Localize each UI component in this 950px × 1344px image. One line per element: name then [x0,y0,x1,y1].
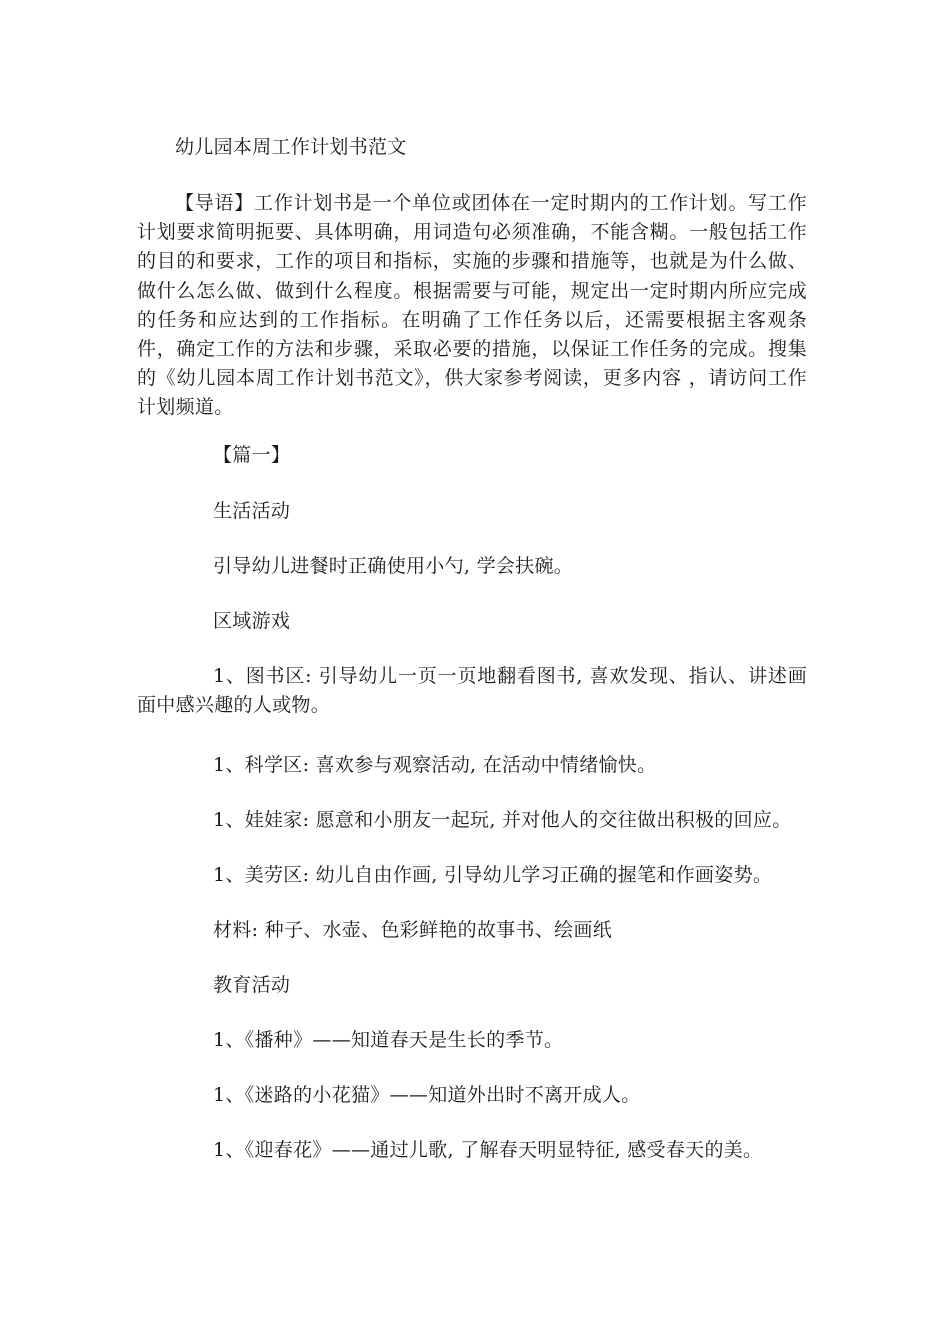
area-game-heading: 区域游戏 [213,610,291,632]
area-item-doll-house: 1、娃娃家: 愿意和小朋友一起玩, 并对他人的交往做出积极的回应。 [213,809,792,831]
area-item-library: 1、图书区: 引导幼儿一页一页地翻看图书, 喜欢发现、指认、讲述画面中感兴趣的人或物。 [137,665,807,716]
life-activity-heading: 生活活动 [213,500,291,522]
life-activity-text: 引导幼儿进餐时正确使用小勺, 学会扶碗。 [213,555,574,577]
materials-text: 材料: 种子、水壶、色彩鲜艳的故事书、绘画纸 [213,919,613,941]
education-item-winter-jasmine: 1、《迎春花》——通过儿歌, 了解春天明显特征, 感受春天的美。 [213,1139,763,1161]
education-item-sowing: 1、《播种》——知道春天是生长的季节。 [213,1029,564,1051]
section-heading: 【篇一】 [213,444,291,466]
education-activity-heading: 教育活动 [213,974,291,996]
area-item-science: 1、科学区: 喜欢参与观察活动, 在活动中情绪愉快。 [213,754,657,776]
intro-paragraph: 【导语】工作计划书是一个单位或团体在一定时期内的工作计划。写工作计划要求简明扼要、具体明确，用词造句必须准确，不能含糊。一般包括工作的目的和要求，工作的项目和指标，实施的步骤和措施等，也就是为什么做、做什么怎么做、做到什么程度。根据需要与可能，规定出一定时期内所应完成的任务和应达到的工作指标。在明确了工作任务以后，还需要根据主客观条件，确定工作的方法和步骤，采取必要的措施，以保证工作任务的完成。搜集的《幼儿园本周工作计划书范文》，供大家参考阅读，更多内容 ，请访问工作计划频道。 [137,192,807,419]
area-item-art: 1、美劳区: 幼儿自由作画, 引导幼儿学习正确的握笔和作画姿势。 [213,864,773,886]
document-title: 幼儿园本周工作计划书范文 [175,136,407,158]
education-item-lost-kitten: 1、《迷路的小花猫》——知道外出时不离开成人。 [213,1084,641,1106]
